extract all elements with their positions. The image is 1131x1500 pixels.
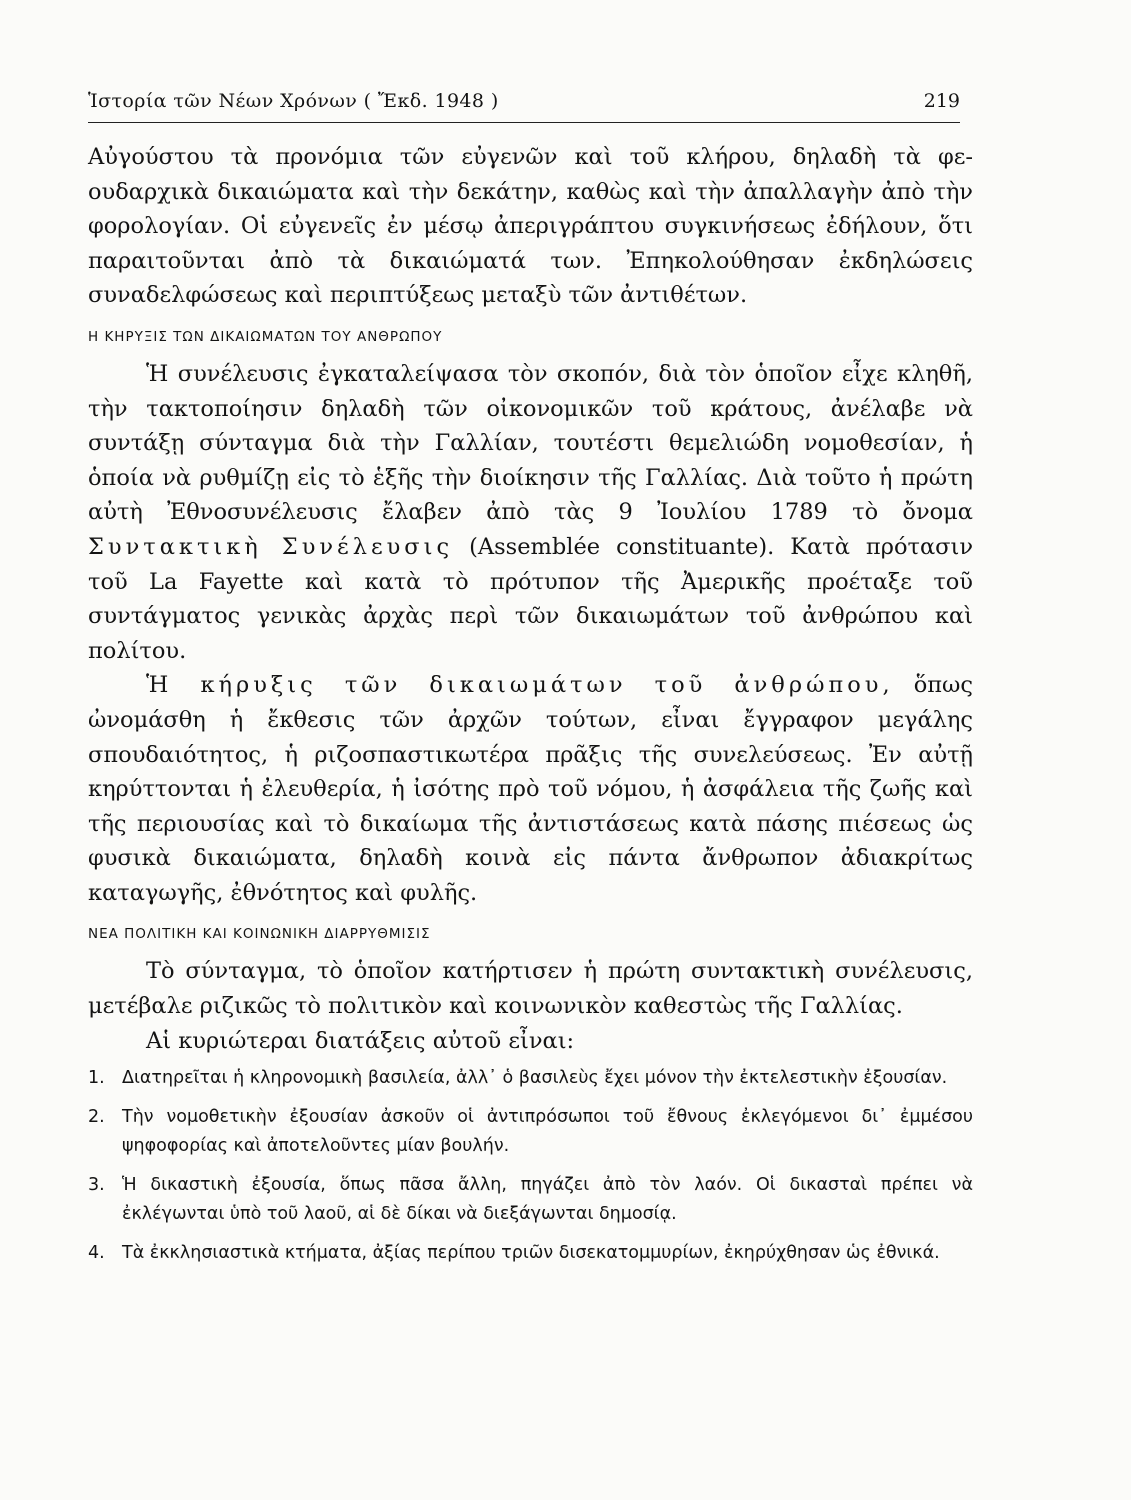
rights-p1-end: (Assemblée constituante). Κατὰ πρότασιν τοῦ La Fayette καὶ κατὰ τὸ πρότυπον τῆς Ἀμερικῆς προέταξε τοῦ συντάγματος γενικὰς ἀρχὰς περὶ τῶν δικαιωμάτων τοῦ ἀνθρώπου καὶ πολίτου.	[88, 533, 973, 664]
provisions-list	[88, 1064, 973, 1268]
list-item-number: 4.	[88, 1242, 105, 1263]
section-heading-rights-of-man: Η ΚΗΡΥΞΙΣ ΤΩΝ ΔΙΚΑΙΩΜΑΤΩΝ ΤΟΥ ΑΝΘΡΩΠΟΥ	[88, 328, 443, 345]
section-heading-new-order: ΝΕΑ ΠΟΛΙΤΙΚΗ ΚΑΙ ΚΟΙΝΩΝΙΚΗ ΔΙΑΡΡΥΘΜΙΣΙΣ	[88, 926, 431, 943]
list-item-number: 2.	[88, 1106, 105, 1127]
rights-paragraph-2	[88, 668, 973, 910]
list-item-text: Τὴν νομοθετικὴν ἐξουσίαν ἀσκοῦν οἱ ἀντιπρόσωποι τοῦ ἔθνους ἐκλεγόμενοι δι᾽ ἐμμέσου ψηφοφορίας καὶ ἀποτελοῦντες μίαν βουλήν.	[122, 1106, 973, 1157]
rights-paragraph-1	[88, 357, 973, 668]
running-title: Ἱστορία τῶν Νέων Χρόνων ( Ἔκδ. 1948 )	[88, 90, 499, 112]
list-item-text: Τὰ ἐκκλησιαστικὰ κτήματα, ἀξίας περίπου τριῶν δισεκατομμυρίων, ἐκηρύχθησαν ὡς ἐθνικά.	[122, 1242, 940, 1263]
constitution-paragraph: Τὸ σύνταγμα, τὸ ὁποῖον κατήρτισεν ἡ πρώτη συντακτικὴ συνέλευσις, μετέβαλε ριζικῶς τὸ πολιτικὸν καὶ κοινωνικὸν καθεστὼς τῆς Γαλλίας.	[88, 958, 973, 1020]
body-text	[88, 140, 973, 1277]
list-item-number: 3.	[88, 1174, 105, 1195]
rights-p2-spaced-term: Ἡ κήρυξις τῶν δικαιωμάτων τοῦ ἀνθρώπου	[146, 672, 883, 699]
running-header	[88, 88, 960, 123]
rights-p1-start: Ἡ συνέλευσις ἐγκαταλείψασα τὸν σκοπόν, διὰ τὸν ὁποῖον εἶχε κληθῆ, τὴν τακτοποίησιν δηλαδὴ τῶν οἰκονομικῶν τοῦ κράτους, ἀνέλαβε νὰ συντάξῃ σύνταγμα διὰ τὴν Γαλλίαν, τουτέστι θεμελιώδη νομοθεσίαν, ἡ ὁποία νὰ ρυθμίζῃ εἰς τὸ ἑξῆς τὴν διοίκησιν τῆς Γαλλίας. Διὰ τοῦτο ἡ πρώτη αὐτὴ Ἐθνοσυνέλευσις ἔλαβεν ἀπὸ τὰς 9 Ἰουλίου 1789 τὸ ὄνομα	[88, 360, 973, 526]
rights-p1-spaced-term: Συντακτικὴ Συνέλευσις	[88, 533, 454, 560]
list-item-text: Διατηρεῖται ἡ κληρονομικὴ βασιλεία, ἀλλ᾽ ὁ βασιλεὺς ἔχει μόνον τὴν ἐκτελεστικὴν ἐξουσίαν.	[122, 1068, 948, 1089]
list-item-text: Ἡ δικαστικὴ ἐξουσία, ὅπως πᾶσα ἄλλη, πηγάζει ἀπὸ τὸν λαόν. Οἱ δικασταὶ πρέπει νὰ ἐκλέγωνται ὑπὸ τοῦ λαοῦ, αἱ δὲ δίκαι νὰ διεξάγωνται δημοσίᾳ.	[122, 1174, 973, 1225]
list-item	[88, 1239, 973, 1269]
rights-p2-rest: , ὅπως ὠνομάσθη ἡ ἔκθεσις τῶν ἀρχῶν τούτων, εἶναι ἔγγραφον μεγάλης σπουδαιότητος, ἡ ριζοσπαστικωτέρα πρᾶξις τῆς συνελεύσεως. Ἐν αὐτῇ κηρύττονται ἡ ἐλευθερία, ἡ ἰσότης πρὸ τοῦ νόμου, ἡ ἀσφάλεια τῆς ζωῆς καὶ τῆς περιουσίας καὶ τὸ δικαίωμα τῆς ἀντιστάσεως κατὰ πάσης πιέσεως ὡς φυσικὰ δικαιώματα, δηλαδὴ κοινὰ εἰς πάντα ἄνθρωπον ἀδιακρίτως καταγωγῆς, ἐθνότητος καὶ φυλῆς.	[88, 672, 973, 906]
provisions-intro: Αἱ κυριώτεραι διατάξεις αὐτοῦ εἶναι:	[146, 1027, 575, 1054]
list-item	[88, 1103, 973, 1162]
list-item-number: 1.	[88, 1068, 105, 1089]
list-item	[88, 1171, 973, 1230]
list-item	[88, 1064, 973, 1094]
intro-paragraph: Αὐγούστου τὰ προνόμια τῶν εὐγενῶν καὶ τοῦ κλήρου, δηλαδὴ τὰ φεουδαρχικὰ δικαιώματα καὶ τὴν δεκάτην, καθὼς καὶ τὴν ἀπαλλαγὴν ἀπὸ τὴν φορολογίαν. Οἱ εὐγενεῖς ἐν μέσῳ ἀπεριγράπτου συγκινήσεως ἐδήλουν, ὅτι παραιτοῦνται ἀπὸ τὰ δικαιώματά των. Ἐπηκολούθησαν ἐκδηλώσεις συναδελφώσεως καὶ περιπτύξεως μεταξὺ τῶν ἀντιθέτων.	[88, 144, 973, 309]
page-number: 219	[923, 90, 960, 112]
